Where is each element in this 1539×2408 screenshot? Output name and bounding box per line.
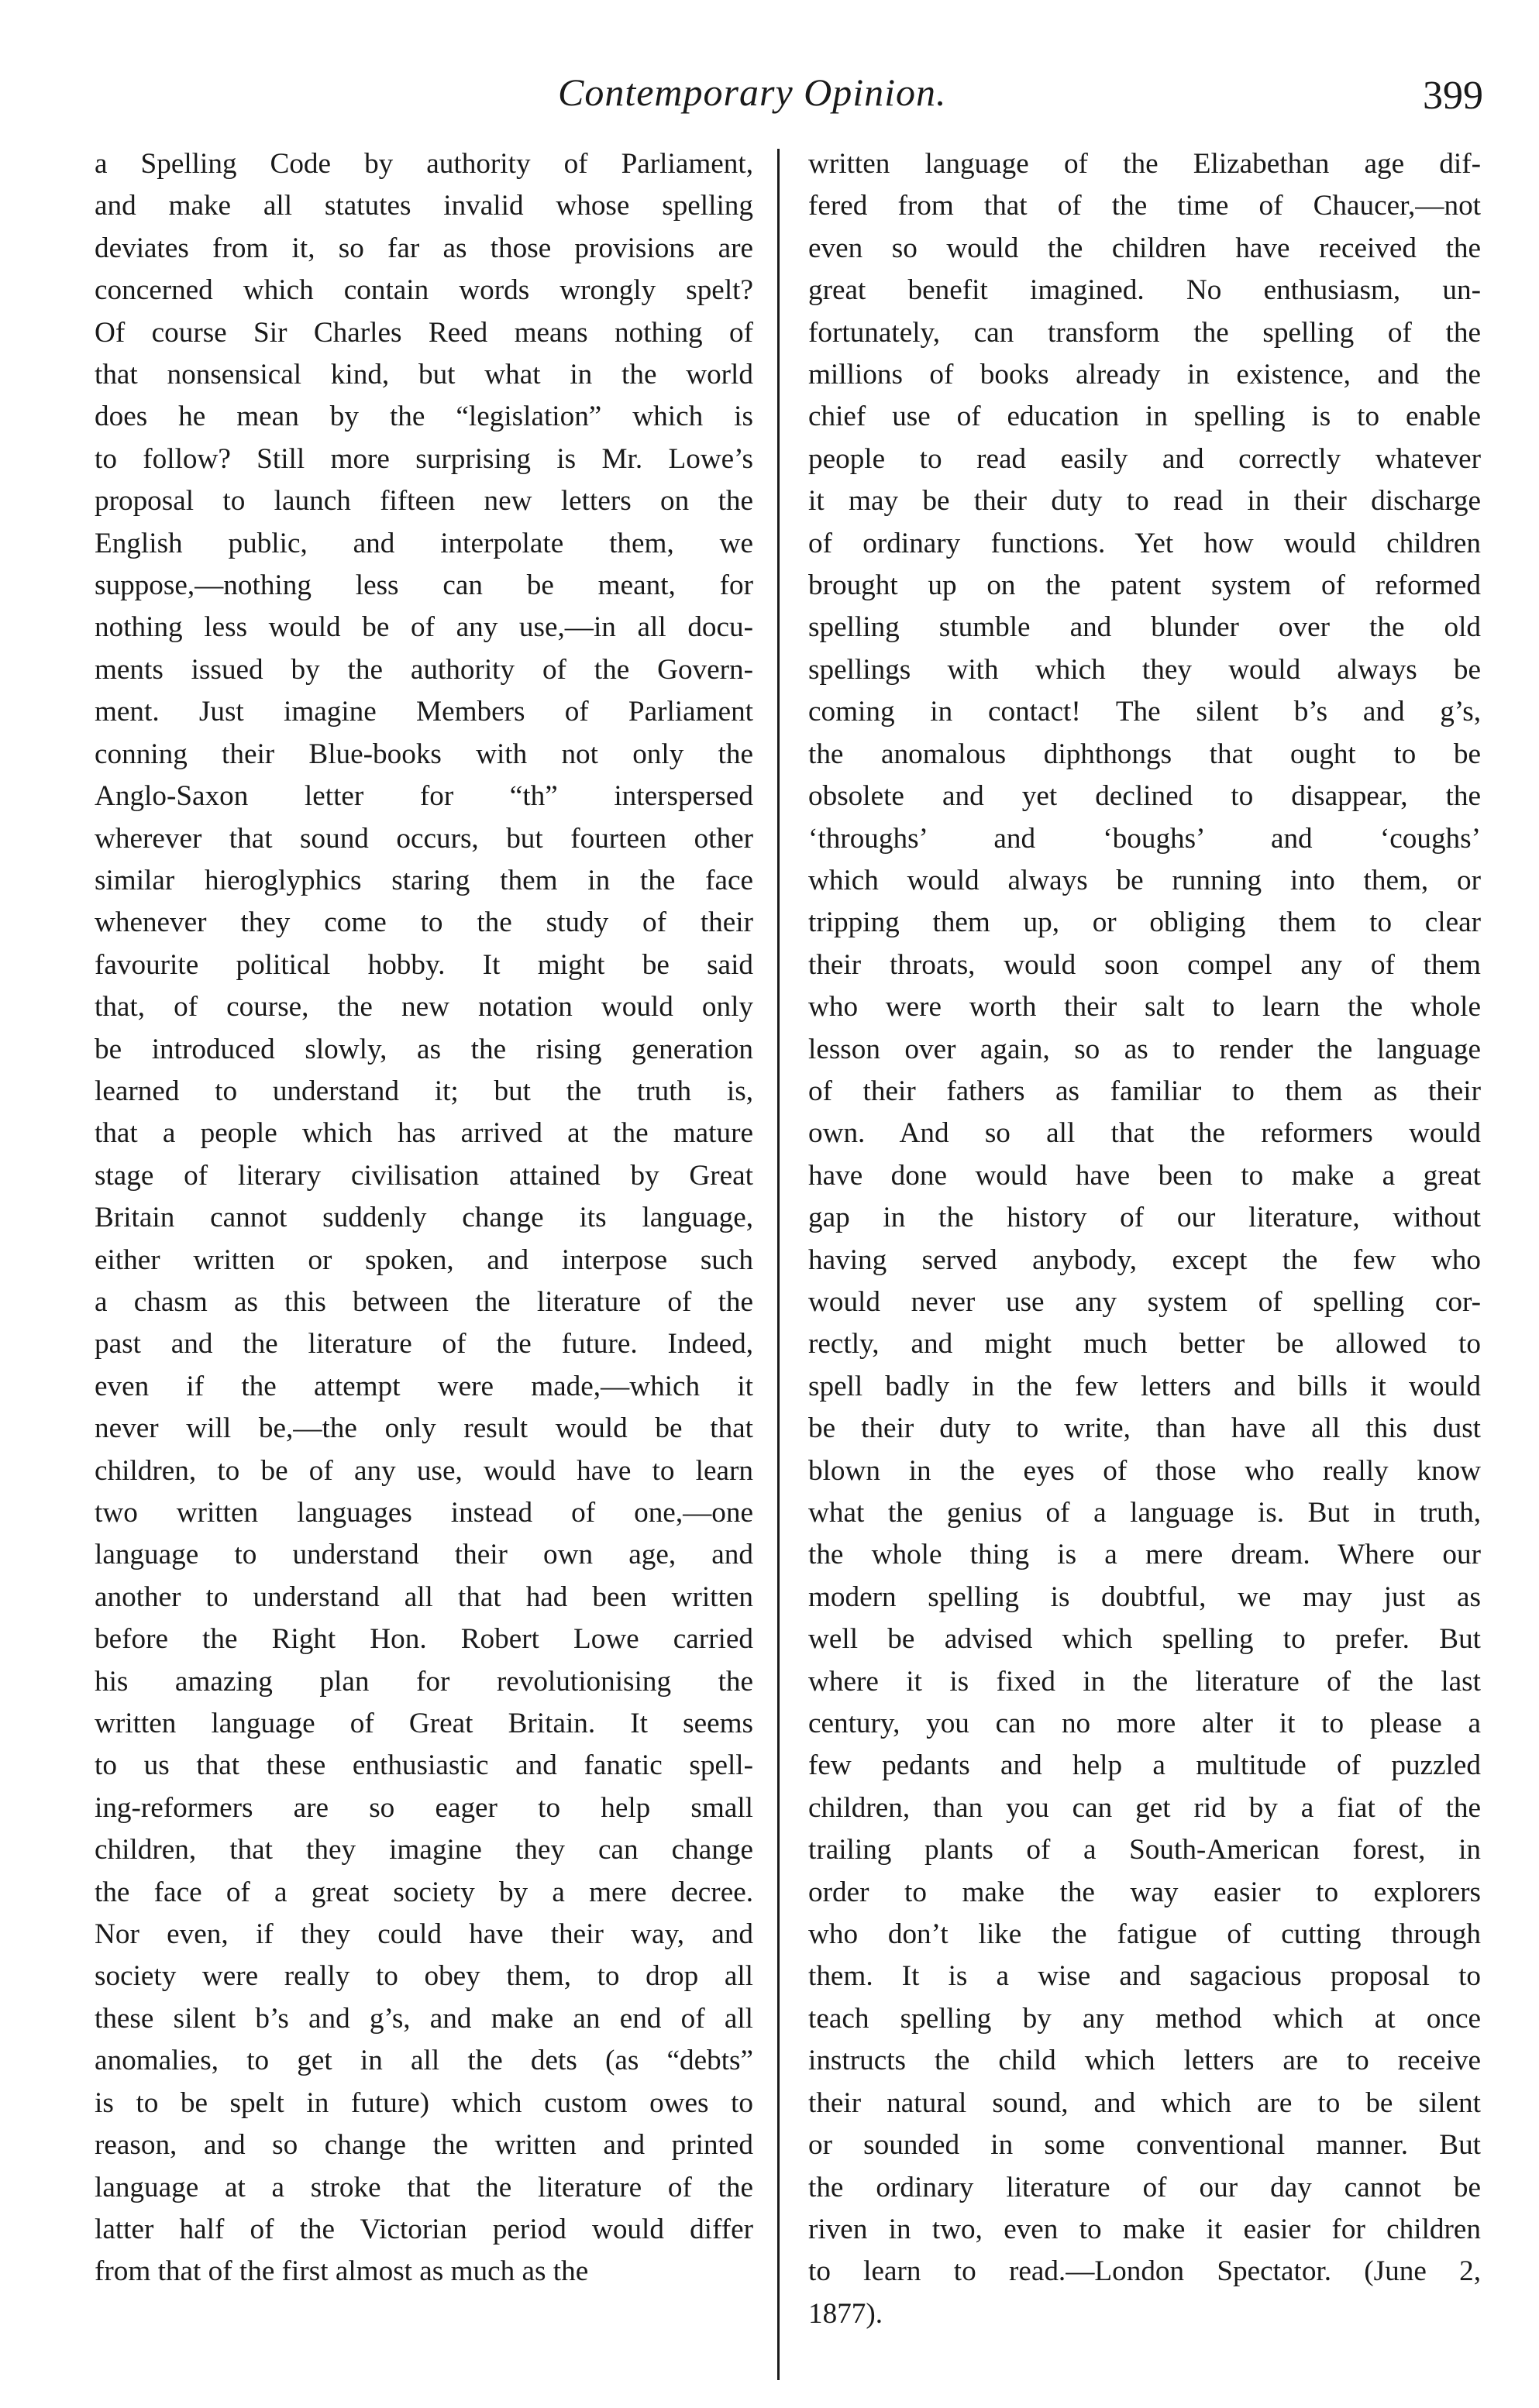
text-line: great benefit imagined. No enthusiasm, un- <box>808 274 1481 307</box>
text-line: trailing plants of a South-American forest, in <box>808 1834 1481 1866</box>
text-line: Anglo-Saxon letter for “th” interspersed <box>95 780 753 813</box>
text-line: a chasm as this between the literature of the <box>95 1285 753 1318</box>
text-line: anomalies, to get in all the dets (as “debts” <box>95 2045 753 2077</box>
text-line: either written or spoken, and interpose such <box>95 1244 753 1276</box>
text-line: English public, and interpolate them, we <box>95 527 753 559</box>
text-line: society were really to obey them, to drop all <box>95 1960 753 1993</box>
text-line: conning their Blue-books with not only the <box>95 738 753 770</box>
text-line: spellings with which they would always be <box>808 653 1481 686</box>
text-line: similar hieroglyphics staring them in the face <box>95 864 753 896</box>
text-line: Nor even, if they could have their way, and <box>95 1918 753 1951</box>
text-line: fortunately, can transform the spelling of the <box>808 316 1481 349</box>
text-line: the anomalous diphthongs that ought to be <box>808 738 1481 770</box>
text-line: and make all statutes invalid whose spelling <box>95 190 753 222</box>
text-line: modern spelling is doubtful, we may just as <box>808 1581 1481 1613</box>
text-line: order to make the way easier to explorers <box>808 1876 1481 1908</box>
text-line: rectly, and might much better be allowed to <box>808 1328 1481 1361</box>
text-line: concerned which contain words wrongly spelt? <box>95 274 753 307</box>
text-line: nothing less would be of any use,—in all docu- <box>95 611 753 644</box>
text-line: before the Right Hon. Robert Lowe carried <box>95 1623 753 1656</box>
text-line: a Spelling Code by authority of Parliament, <box>95 148 753 180</box>
text-line: be their duty to write, than have all this dust <box>808 1412 1481 1445</box>
text-line: learned to understand it; but the truth is, <box>95 1075 753 1107</box>
text-line: deviates from it, so far as those provisions are <box>95 232 753 264</box>
text-line: children, to be of any use, would have to learn <box>95 1454 753 1487</box>
text-line: is to be spelt in future) which custom owes to <box>95 2086 753 2119</box>
text-line: the ordinary literature of our day cannot be <box>808 2171 1481 2203</box>
text-line: few pedants and help a multitude of puzzled <box>808 1749 1481 1782</box>
text-line: of their fathers as familiar to them as their <box>808 1075 1481 1107</box>
text-line: their throats, would soon compel any of them <box>808 948 1481 981</box>
text-line: of ordinary functions. Yet how would children <box>808 527 1481 559</box>
text-line: them. It is a wise and sagacious proposal to <box>808 1960 1481 1993</box>
text-line: ment. Just imagine Members of Parliament <box>95 696 753 728</box>
right-column <box>808 143 1481 2335</box>
text-line: which would always be running into them, or <box>808 864 1481 896</box>
text-line: having served anybody, except the few who <box>808 1244 1481 1276</box>
text-line: children, that they imagine they can change <box>95 1834 753 1866</box>
text-line: instructs the child which letters are to receive <box>808 2045 1481 2077</box>
text-line: be introduced slowly, as the rising generation <box>95 1033 753 1065</box>
left-column <box>95 143 753 2293</box>
text-line: brought up on the patent system of reformed <box>808 569 1481 602</box>
running-head <box>0 62 1539 132</box>
text-line: written language of Great Britain. It seems <box>95 1708 753 1740</box>
text-line: where it is fixed in the literature of the last <box>808 1665 1481 1698</box>
text-line: language to understand their own age, and <box>95 1539 753 1571</box>
text-line: Britain cannot suddenly change its language, <box>95 1202 753 1234</box>
text-line: teach spelling by any method which at once <box>808 2002 1481 2035</box>
text-line: obsolete and yet declined to disappear, the <box>808 780 1481 813</box>
text-line: chief use of education in spelling is to enable <box>808 401 1481 433</box>
text-line: language at a stroke that the literature of the <box>95 2171 753 2203</box>
text-line: to us that these enthusiastic and fanatic spell- <box>95 1749 753 1782</box>
text-line: children, than you can get rid by a fiat of the <box>808 1791 1481 1824</box>
text-line: ing-reformers are so eager to help small <box>95 1791 753 1824</box>
text-line: the whole thing is a mere dream. Where our <box>808 1539 1481 1571</box>
text-line: blown in the eyes of those who really know <box>808 1454 1481 1487</box>
text-line: ments issued by the authority of the Govern- <box>95 653 753 686</box>
text-line: tripping them up, or obliging them to clear <box>808 906 1481 939</box>
text-line: century, you can no more alter it to please a <box>808 1708 1481 1740</box>
text-line: even if the attempt were made,—which it <box>95 1370 753 1402</box>
text-line: to follow? Still more surprising is Mr. Lowe’s <box>95 442 753 475</box>
text-line: coming in contact! The silent b’s and g’s, <box>808 696 1481 728</box>
text-line: millions of books already in existence, and the <box>808 359 1481 391</box>
text-line: who don’t like the fatigue of cutting through <box>808 1918 1481 1951</box>
text-line: Of course Sir Charles Reed means nothing of <box>95 316 753 349</box>
page-number: 399 <box>1423 74 1483 118</box>
text-line: does he mean by the “legislation” which is <box>95 401 753 433</box>
text-line: favourite political hobby. It might be said <box>95 948 753 981</box>
text-line: or sounded in some conventional manner. But <box>808 2129 1481 2162</box>
text-line: his amazing plan for revolutionising the <box>95 1665 753 1698</box>
text-line: written language of the Elizabethan age dif- <box>808 148 1481 180</box>
text-line: stage of literary civilisation attained by Great <box>95 1159 753 1192</box>
text-line: another to understand all that had been written <box>95 1581 753 1613</box>
text-line: even so would the children have received the <box>808 232 1481 264</box>
text-line: that a people which has arrived at the mature <box>95 1117 753 1150</box>
text-line: whenever they come to the study of their <box>95 906 753 939</box>
text-line: reason, and so change the written and printed <box>95 2129 753 2162</box>
text-line: from that of the first almost as much as the <box>95 2255 589 2288</box>
text-line: people to read easily and correctly whatever <box>808 442 1481 475</box>
text-line: their natural sound, and which are to be silent <box>808 2086 1481 2119</box>
column-divider-rule <box>777 149 780 2380</box>
running-title: Contemporary Opinion. <box>558 71 947 114</box>
text-line: it may be their duty to read in their discharge <box>808 485 1481 518</box>
text-line: gap in the history of our literature, without <box>808 1202 1481 1234</box>
text-line: spelling stumble and blunder over the old <box>808 611 1481 644</box>
text-line: what the genius of a language is. But in truth, <box>808 1497 1481 1529</box>
text-line: riven in two, even to make it easier for children <box>808 2213 1481 2245</box>
text-line: proposal to launch fifteen new letters on the <box>95 485 753 518</box>
text-line: to learn to read.—London Spectator. (June 2, <box>808 2255 1481 2288</box>
text-line: never will be,—the only result would be that <box>95 1412 753 1445</box>
text-line: lesson over again, so as to render the language <box>808 1033 1481 1065</box>
text-line: own. And so all that the reformers would <box>808 1117 1481 1150</box>
text-line: would never use any system of spelling cor- <box>808 1285 1481 1318</box>
text-line: that nonsensical kind, but what in the world <box>95 359 753 391</box>
text-line: wherever that sound occurs, but fourteen other <box>95 822 753 855</box>
text-line: spell badly in the few letters and bills it would <box>808 1370 1481 1402</box>
text-line: past and the literature of the future. Indeed, <box>95 1328 753 1361</box>
text-line: well be advised which spelling to prefer. But <box>808 1623 1481 1656</box>
text-line: who were worth their salt to learn the whole <box>808 991 1481 1023</box>
text-line: have done would have been to make a great <box>808 1159 1481 1192</box>
text-line: suppose,—nothing less can be meant, for <box>95 569 753 602</box>
text-line: these silent b’s and g’s, and make an end of all <box>95 2002 753 2035</box>
text-line: latter half of the Victorian period would differ <box>95 2213 753 2245</box>
text-line: that, of course, the new notation would only <box>95 991 753 1023</box>
text-line: two written languages instead of one,—one <box>95 1497 753 1529</box>
text-line: fered from that of the time of Chaucer,—not <box>808 190 1481 222</box>
text-line: the face of a great society by a mere decree. <box>95 1876 753 1908</box>
text-line: ‘throughs’ and ‘boughs’ and ‘coughs’ <box>808 822 1481 855</box>
text-line: 1877). <box>808 2297 883 2330</box>
